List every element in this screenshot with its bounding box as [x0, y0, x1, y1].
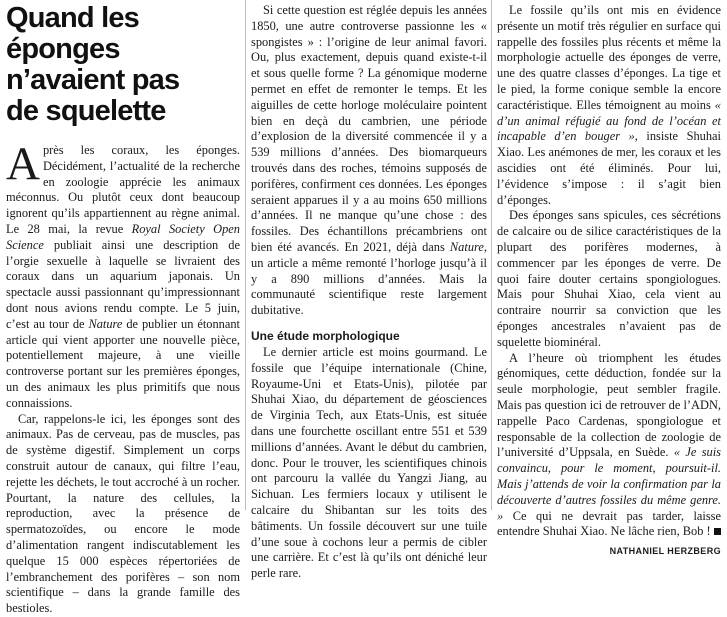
article-column-1	[6, 0, 240, 617]
quote: « d’un animal réfugié au fond de l’océan et incapable d’en bouger »	[497, 97, 721, 144]
article-column-2	[251, 0, 487, 582]
paragraph: Car, rappelons-le ici, les éponges sont des animaux. Pas de cerveau, pas de muscles, pas de système digestif. Simplement un corps construit autour de canaux, qui filtre l’eau, rejette les déchets, le tout accroché à un rocher. Pourtant, la nature des cellules, la reproduction, avec la présence de spermatozoïdes, ou encore le mode d’alimentation rangent indiscutablement les quelque 15 000 espèces répertoriées de l’embranchement des porifères – son nom scientifique – dans la grande famille des bestioles.	[6, 411, 240, 616]
article-body	[251, 3, 487, 582]
headline-line: de squelette	[6, 95, 166, 127]
paragraph	[497, 3, 721, 208]
article-column-3	[497, 0, 721, 560]
journal-name: Royal Society Open Science	[6, 221, 240, 252]
drop-cap: A	[6, 138, 40, 190]
paragraph: Le dernier article est moins gourmand. Le fossile que l’équipe internationale (Chine, Royaume-Uni et Etats-Unis), pilotée par Shuhai Xiao, du département de géosciences de Virginia Tech, aux Etats-Unis, est située dans une fourchette oscillant entre 551 et 539 millions d’années. Avant le début du cambrien, donc. Pour le trouver, les scientifiques chinois ont parcouru la vallée du Yangzi Jiang, au Sichuan. Les fermiers locaux y utilisent le calcaire du Shibantan sur les toits des bâtiments. Un fossile découvert sur une tuile d’une soue à cochons leur a permis de cibler une carrière. Et c’est là qu’ils ont déniché leur perle rare.	[251, 344, 487, 581]
paragraph: Des éponges sans spicules, ces sécrétions de calcaire ou de silice caractéristiques de la plupart des porifères modernes, à commencer par les éponges de verre. De quoi faire douter certains spongiologues. Mais pour Shuhai Xiao, cela vient au contraire nourrir sa conviction que les éponges ancestrales n’avaient pas de squelette biominéral.	[497, 208, 721, 349]
paragraph-text: publiait ainsi une description de l’orgie sexuelle à laquelle se livraient des coraux dans un aquarium japonais. Un spectacle aussi passionnant qu’impressionnant dont nous avions rendu compte. Le 5 juin, c’est au tour de	[6, 237, 240, 331]
article-headline	[6, 3, 240, 127]
end-of-article-mark	[714, 528, 721, 535]
article-body	[497, 3, 721, 560]
paragraph	[6, 138, 240, 412]
author-byline: NATHANIEL HERZBERG	[609, 546, 721, 557]
paragraph-text: , un article a même remonté l’horloge jusqu’à il y a 890 millions d’années. Mais la communauté scientifique reste largement dubitative.	[251, 239, 487, 318]
column-divider	[245, 0, 246, 510]
paragraph-text: de publier un étonnant article qui vient apporter une nouvelle pièce, potentiellement majeure, à une vieille controverse portant sur les premières éponges, un des animaux les plus primitifs que nous connaissions.	[6, 316, 240, 410]
headline-line: Quand les éponges	[6, 2, 139, 65]
paragraph-text: A l’heure où triomphent les études génomiques, cette déduction, fondée sur la seule morphologie, peut sembler fragile. Mais pas question ici de retrouver de l’ADN, rappelle Paco Cardenas, spongiologue et responsable de la collection de zoologie de l’université d’Uppsala, en Suède.	[497, 350, 721, 460]
section-subheading: Une étude morphologique	[251, 328, 400, 343]
journal-name: Nature	[88, 316, 123, 331]
paragraph-text: Le fossile qu’ils ont mis en évidence présente un motif très régulier en surface qui rappelle des fossiles plus récents et même la morphologie actuelle des éponges de verre, une des quatre classes d’éponges. La tige et le pied, la forme conique semble la encore caractéristique. Elles témoignent au moins	[497, 3, 721, 112]
paragraph	[251, 3, 487, 319]
paragraph-text: Si cette question est réglée depuis les années 1850, une autre controverse passionne les « spongistes » : l’origine de leur animal favori. Ou, plus exactement, depuis quand existe-t-il et sous quelle forme ? La génomique moderne permet en effet de remonter le temps. Et les aiguilles de cette horloge moléculaire pointent bien en deçà du cambrien, une période d’explosion de la diversité commencée il y a 539 millions d’années. Des biomarqueurs trouvés dans des roches, témoins supposés de porifères, confirment ces données. Les éponges seraient apparues il y a au moins 650 millions d’années. Il ne manque qu’une chose : des fossiles. Des échantillons précambriens ont bien été avancés. En 2021, déjà dans	[251, 3, 487, 254]
paragraph-text: , insiste Shuhai Xiao. Les anémones de mer, les coraux et les ascidies ont été éliminés. Pour lui, l’évidence s’impose : il s’agit bien d’éponges.	[497, 129, 722, 207]
headline-line: n’avaient pas	[6, 64, 180, 96]
paragraph-text: près les coraux, les éponges. Décidément, l’actualité de la recherche en zoologie apprécie les animaux méconnus. Ou plutôt ceux dont beaucoup ignorent qu’ils appartiennent au règne animal. Le 28 mai, la revue	[6, 143, 240, 236]
journal-name: Nature	[449, 239, 484, 254]
quote: « Je suis convaincu, pour le moment, poursuit-il. Mais j’attends de voir la confirmation par la découverte d’autres fossiles du même genre. »	[497, 445, 721, 523]
column-divider	[491, 0, 492, 510]
article-body	[6, 138, 240, 617]
paragraph-text: Ce qui ne devrait pas tarder, laisse entendre Shuhai Xiao. Ne lâche rien, Bob !	[497, 508, 721, 539]
paragraph	[497, 351, 721, 541]
